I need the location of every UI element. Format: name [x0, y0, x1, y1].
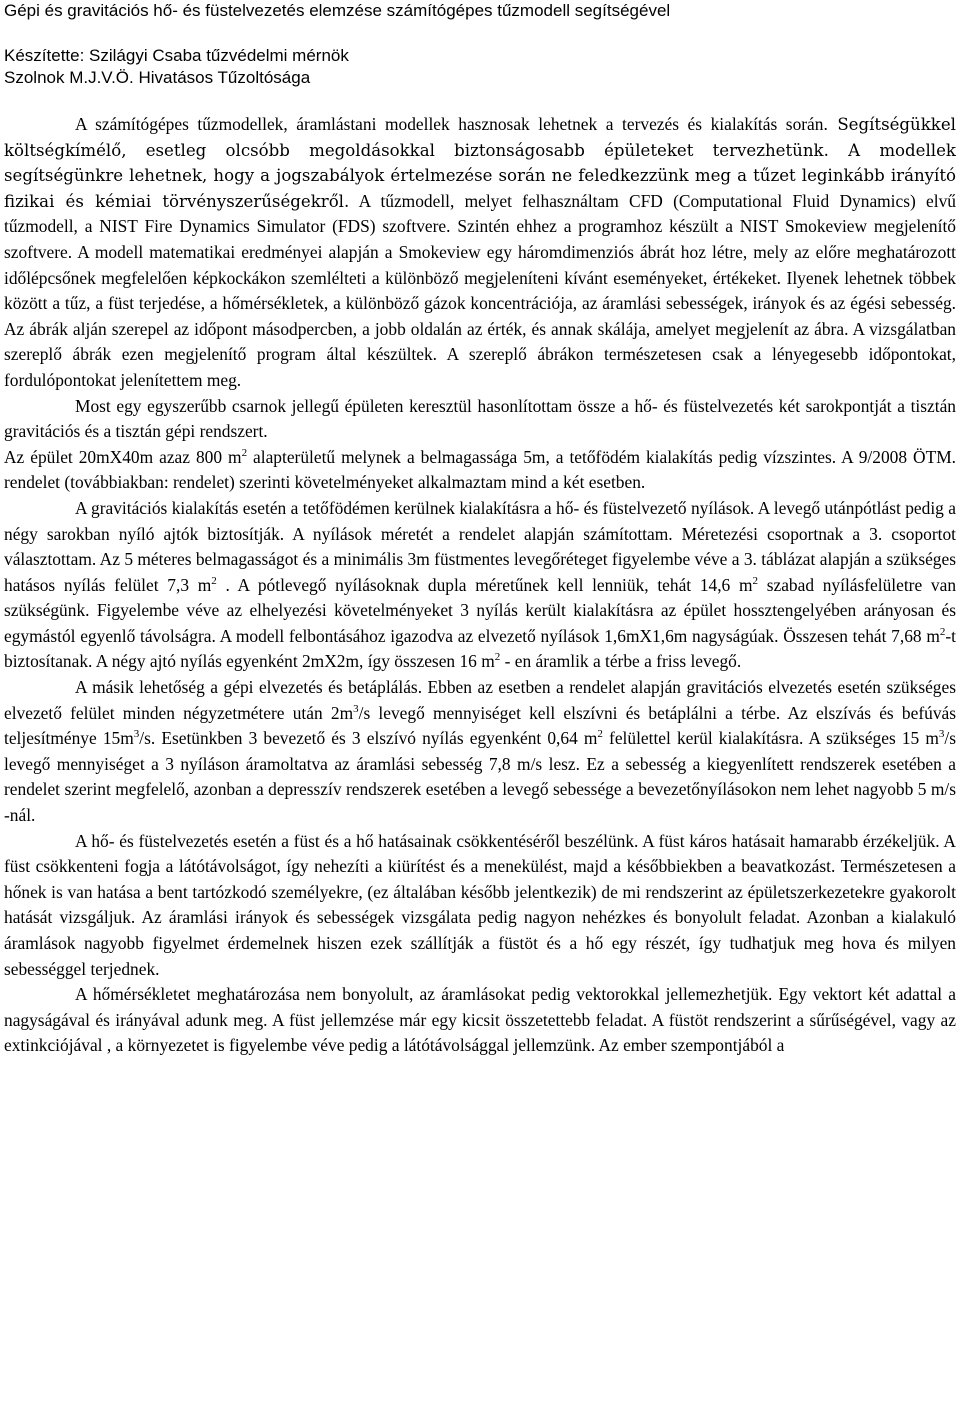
text-run: Ilyenek lehetnek többek között a tűz, a füst terjedése, a hőmérsékletek, a különböző gázok koncentrációja, az áramlási sebességek, irányok és az égési sebesség. — [4, 267, 956, 314]
document-title: Gépi és gravitációs hő- és füstelvezetés elemzése számítógépes tűzmodell segítségével — [4, 1, 671, 20]
text-run: /s levegő mennyiséget a 3 nyíláson áramoltatva az áramlási sebesség 7,8 m/s lesz. Ez a sebesség a kiegyenlített rendszerek esetében a rendelet szerint megfelelő, azonban a depresszív rendszerek esetében a levegő sebessége a bevezetőnyílásokon nem lehet nagyobb 5 m/s -nál. — [4, 728, 956, 826]
paragraph-building — [4, 445, 956, 496]
organization-line: Szolnok M.J.V.Ö. Hivatásos Tűzoltósága — [4, 68, 311, 87]
superscript: 2 — [597, 728, 603, 741]
text-run: alapterületű melynek a belmagassága 5m, a tetőfödém kialakítás pedig vízszintes. A 9/2008 ÖTM. rendelet (továbbiakban: rendelet) szerinti követelményeket alkalmaztam mind a két esetben. — [4, 446, 956, 493]
superscript: 3 — [938, 728, 945, 741]
text-run: . A pótlevegő nyílásoknak dupla méretűnek kell lenniük, tehát 14,6 m — [216, 574, 753, 595]
superscript: 2 — [241, 446, 248, 459]
text-run: A gravitációs kialakítás esetén a tetőfödémen kerülnek kialakításra a hő- és füstelvezető nyílások. A levegő utánpótlást pedig a négy sarokban nyíló ajtók biztosítják. A nyílások méretét a rendelet alapján számítottam. Méretezési csoportnak a 3. csoportot választottam. Az 5 méteres belmagasságot és a minimális 3m füstmentes levegőréteget figyelembe véve a 3. táblázat alapján a szükséges hatásos nyílás felület 7,3 m — [4, 497, 956, 595]
text-run: Az épület 20mX40m azaz 800 m — [4, 446, 242, 467]
superscript: 2 — [211, 574, 217, 587]
text-run: A modellek segítségünkre lehetnek, hogy a jogszabályok értelmezése során ne feledkezzünk meg a tűzet leginkább irányító fizikai és kémiai törvényszerűségekről. — [4, 140, 956, 211]
superscript: 3 — [133, 728, 140, 741]
text-run: -t biztosítanak. A négy ajtó nyílás egyenként 2mX2m, így összesen 16 m — [4, 625, 956, 672]
paragraph-intro — [4, 112, 956, 394]
text-run: Segítségükkel költségkímélő, esetleg olcsóbb megoldásokkal biztonságosabb épületeket tervezhetünk. — [4, 115, 956, 160]
text-run: /s levegő mennyiséget kell elszívni és betáplálni a térbe. Az elszívás és befúvás teljesítménye 15m — [4, 702, 956, 749]
text-run: Az ábrák alján szerepel az időpont másodpercben, a jobb oldalán az érték, és annak skálája, amelyet megjelenít az ábra. A vizsgálatban szereplő ábrák ezen megjelenítő program által készültek. A szereplő ábrákon természetesen csak a lényegesebb időpontokat, fordulópontokat jelenítettem meg. — [4, 318, 956, 390]
superscript: 2 — [494, 651, 501, 664]
author-block — [4, 45, 956, 89]
text-run: felülettel kerül kialakításra. A szükséges 15 m — [602, 728, 939, 749]
text-run: A számítógépes tűzmodellek, áramlástani modellek hasznosak lehetnek a tervezés és kialakítás során. — [75, 114, 828, 134]
author-line: Készítette: Szilágyi Csaba tűzvédelmi mérnök — [4, 46, 349, 65]
text-run: A tűzmodell, melyet felhasználtam CFD (Computational Fluid Dynamics) elvű tűzmodell, a NIST Fire Dynamics Simulator (FDS) szoftvere. — [4, 190, 956, 237]
superscript: 3 — [353, 702, 359, 715]
text-run: A másik lehetőség a gépi elvezetés és betáplálás. Ebben az esetben a rendelet alapján gravitációs elvezetés esetén szükséges elvezető felület minden négyzetmétere után 2m — [4, 677, 956, 723]
text-run: Szintén ehhez a programhoz készült a NIST Smokeview megjelenítő szoftvere. — [4, 216, 956, 262]
paragraph-mechanical — [4, 675, 956, 829]
text-run: - en áramlik a térbe a friss levegő. — [500, 651, 742, 672]
text-run: szabad nyílásfelületre van szükségünk. Figyelembe véve az elhelyezési követelményeket 3 nyílás került kialakításra az épület hossztengelyében arányosan és egymástól egyenlő távolságra. A modell felbontásához igazodva az elvezető nyílások 1,6mX1,6m nagyságúak. Összesen tehát 7,68 m — [4, 574, 957, 646]
text-run: /s. Esetünkben 3 bevezető és 3 elszívó nyílás egyenként 0,64 m — [139, 728, 598, 749]
paragraph-smoke-effects: A hő- és füstelvezetés esetén a füst és a hő hatásainak csökkentéséről beszélünk. A füst káros hatásait hamarabb érzékeljük. A füst csökkenteni fogja a látótávolságot, így nehezíti a kiürítést és a menekülést, majd a későbbiekben a beavatkozást. Természetesen a hőnek is van hatása a bent tartózkodó személyekre, (ez általában később jelentkezik) de mi rendszerint az épületszerkezetekre gyakorolt hatását vizsgáljuk. Az áramlási irányok és sebességek vizsgálata pedig nagyon nehézkes és bonyolult feladat. Azonban a kialakuló áramlások nagyobb figyelmet érdemelnek hiszen ezek szállítják a füstöt és a hő egy részét, így tudhatjuk meg hova és milyen sebességgel terjednek. — [4, 830, 956, 979]
paragraph-temperature: A hőmérsékletet meghatározása nem bonyolult, az áramlásokat pedig vektorokkal jellemezhetjük. Egy vektort két adattal a nagyságával és irányával adunk meg. A füst jellemzése már egy kicsit összetettebb feladat. A füstöt rendszerint a sűrűségével, vagy az extinkciójával , a környezetet is figyelembe véve pedig a látótávolsággal jellemzünk. Az ember szempontjából a — [4, 984, 956, 1056]
document-body — [4, 112, 956, 1059]
superscript: 2 — [939, 625, 946, 638]
superscript: 2 — [752, 574, 758, 587]
paragraph-comparison: Most egy egyszerűbb csarnok jellegű épületen keresztül hasonlítottam össze a hő- és füstelvezetés két sarokpontját a tisztán gravitációs és a tisztán gépi rendszert. — [4, 395, 956, 442]
paragraph-gravitational — [4, 496, 956, 675]
text-run: A modell matematikai eredményei alapján a Smokeview egy háromdimenziós ábrát hoz létre, mely az előre meghatározott időlépcsőnek megfelelően képkockákon szemlélteti a különböző megjeleníteni kívánt eseményeket, értékeket. — [4, 241, 956, 288]
